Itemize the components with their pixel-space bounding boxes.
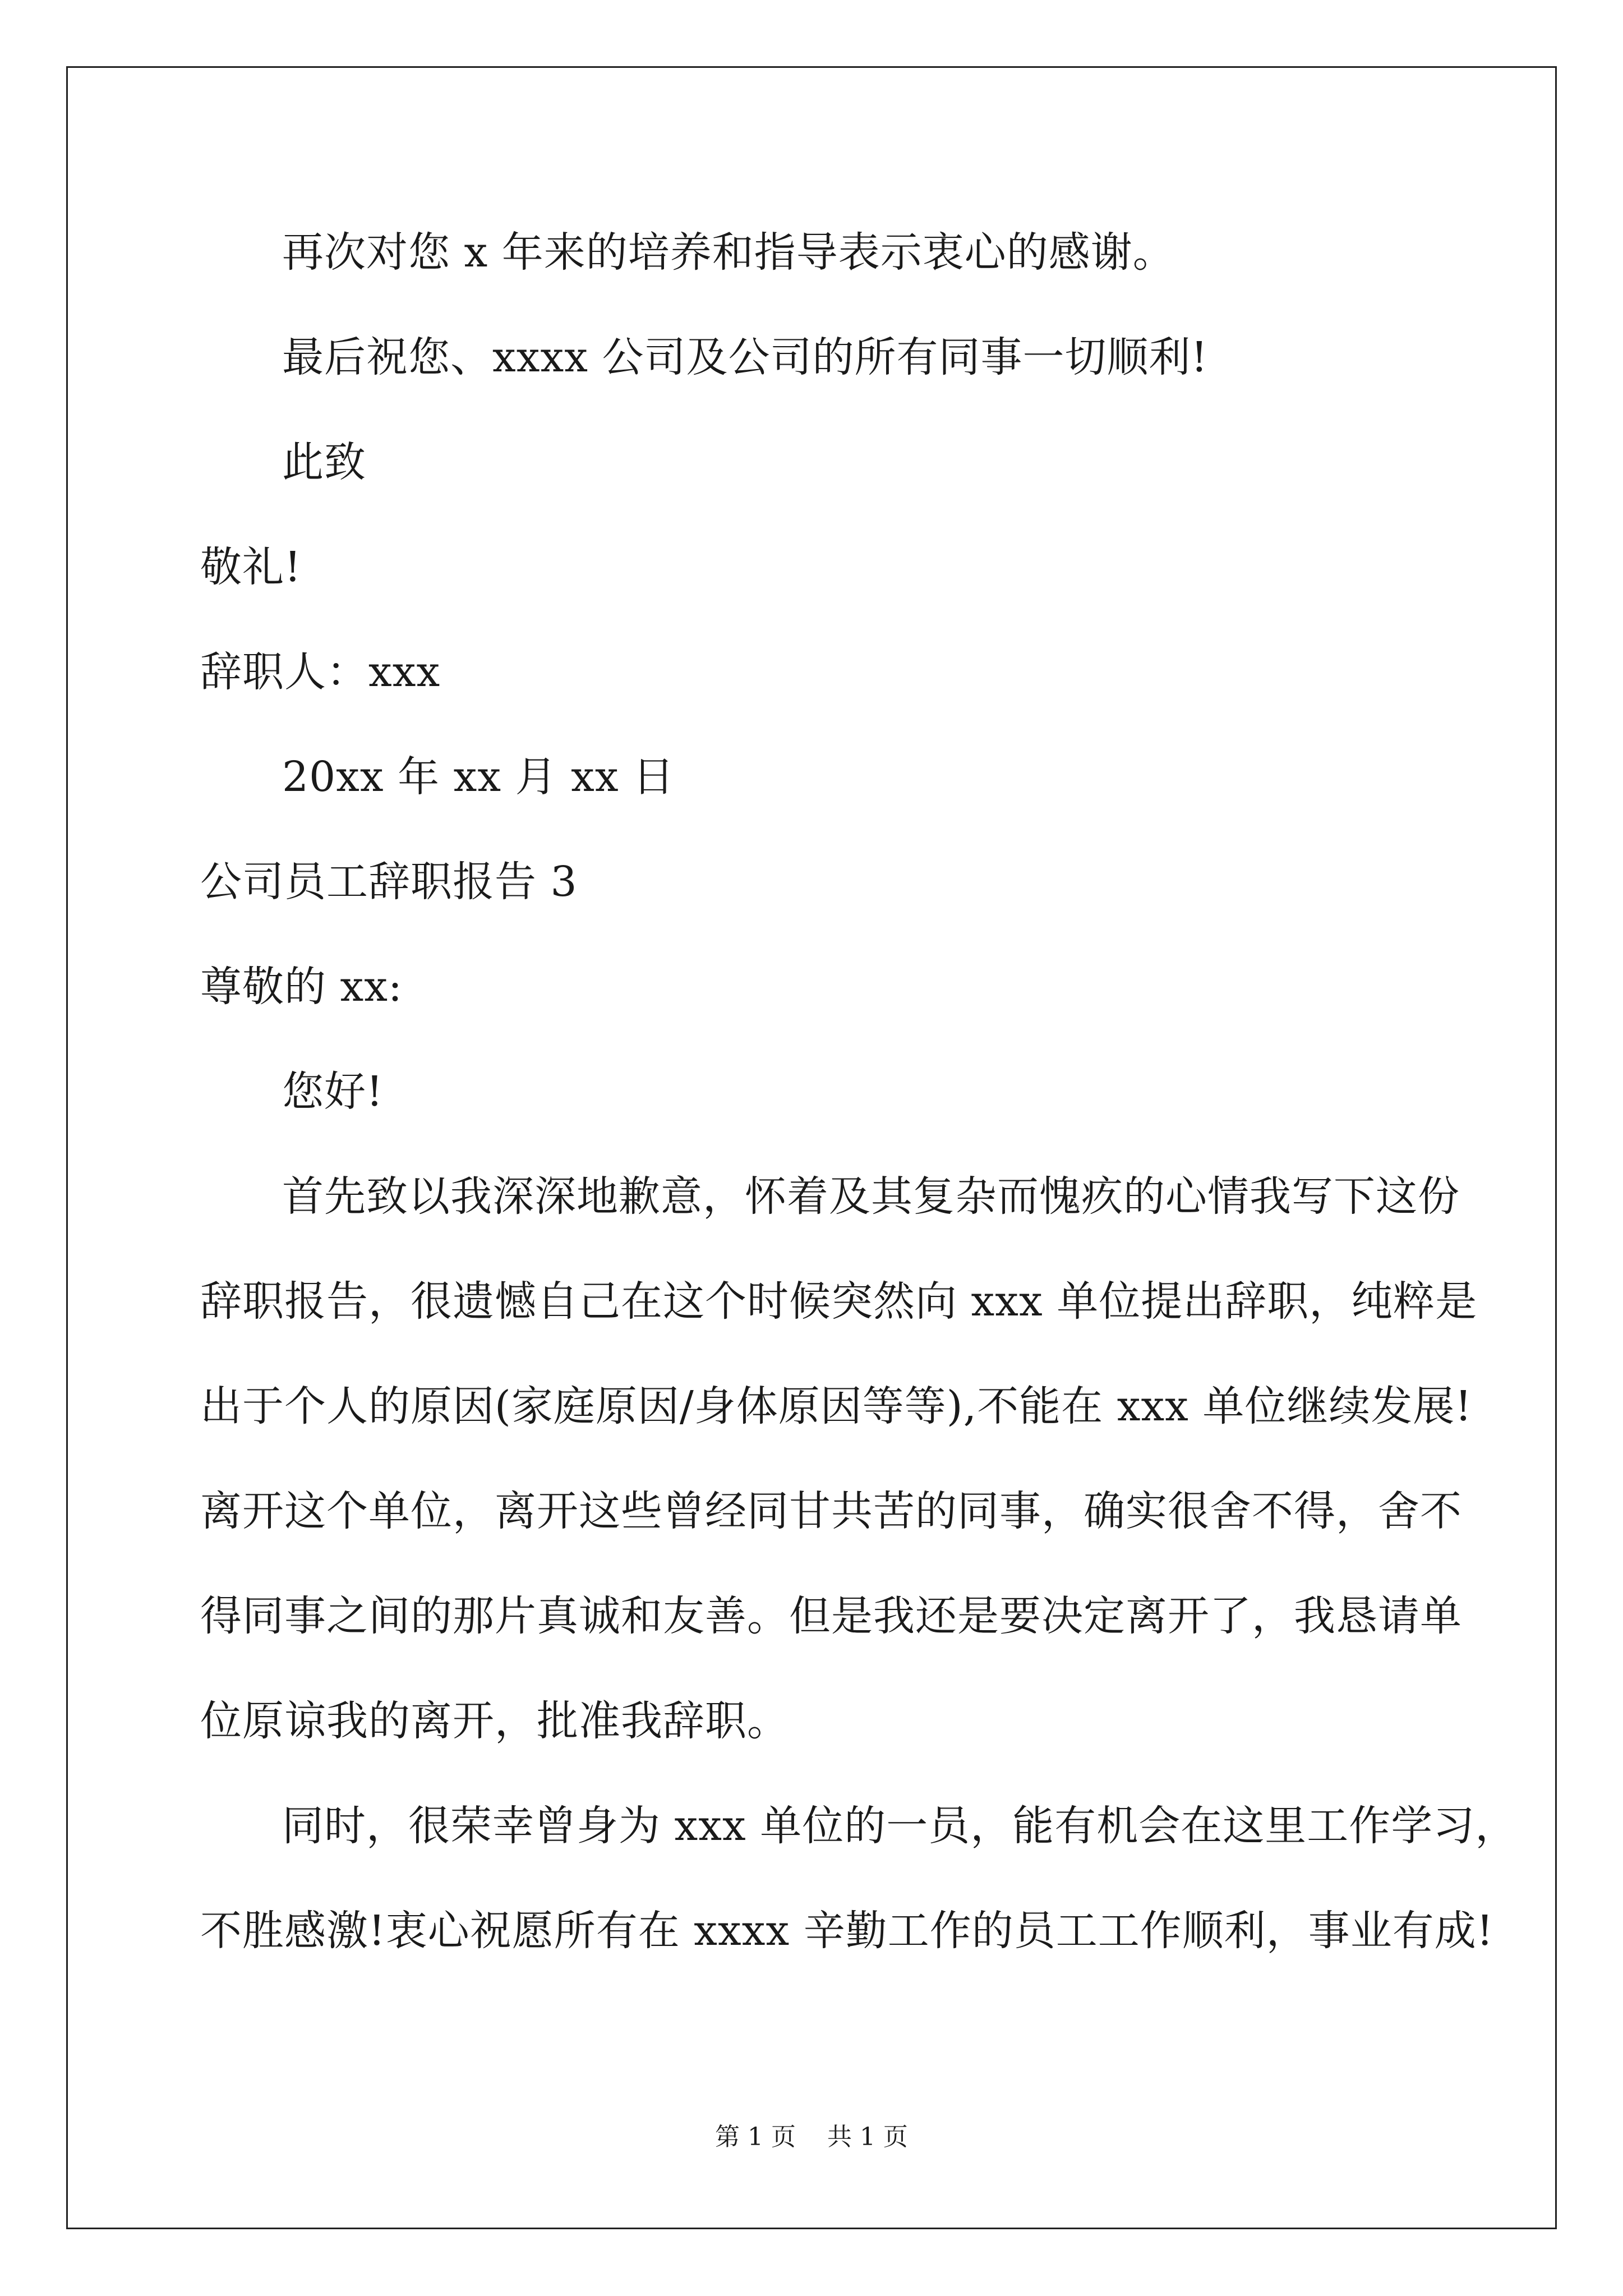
salutation-cizhi: 此致 [282,438,366,486]
closing-thanks-line: 再次对您 x 年来的培养和指导表示衷心的感谢。 [282,228,1175,277]
body-paragraph-2-line-1: 同时，很荣幸曾身为 xxx 单位的一员，能有机会在这里工作学习， [282,1802,1518,1850]
salutation-jingli: 敬礼! [200,543,302,591]
letter-addressee: 尊敬的 xx: [200,963,403,1011]
closing-wishes-line: 最后祝您、xxxx 公司及公司的所有同事一切顺利! [282,333,1209,381]
body-paragraph-1-line-6: 位原谅我的离开，批准我辞职。 [200,1697,789,1745]
body-paragraph-1-line-2: 辞职报告，很遗憾自己在这个时候突然向 xxx 单位提出辞职，纯粹是 [200,1277,1478,1326]
signature-date: 20xx 年 xx 月 xx 日 [282,753,675,801]
resigner-signature: 辞职人：xxx [200,648,441,696]
body-paragraph-2-line-2: 不胜感激!衷心祝愿所有在 xxxx 辛勤工作的员工工作顺利，事业有成! [200,1907,1494,1955]
section-heading: 公司员工辞职报告 3 [200,858,578,906]
body-paragraph-1-line-5: 得同事之间的那片真诚和友善。但是我还是要决定离开了，我恳请单 [200,1592,1462,1640]
body-paragraph-1-line-4: 离开这个单位，离开这些曾经同甘共苦的同事，确实很舍不得，舍不 [200,1487,1462,1535]
body-paragraph-1-line-3: 出于个人的原因(家庭原因/身体原因等等),不能在 xxx 单位继续发展! [200,1382,1473,1430]
greeting-line: 您好! [282,1068,384,1116]
body-paragraph-1-line-1: 首先致以我深深地歉意，怀着及其复杂而愧疚的心情我写下这份 [282,1172,1460,1221]
page-number-footer: 第 1 页 共 1 页 [715,2123,908,2151]
